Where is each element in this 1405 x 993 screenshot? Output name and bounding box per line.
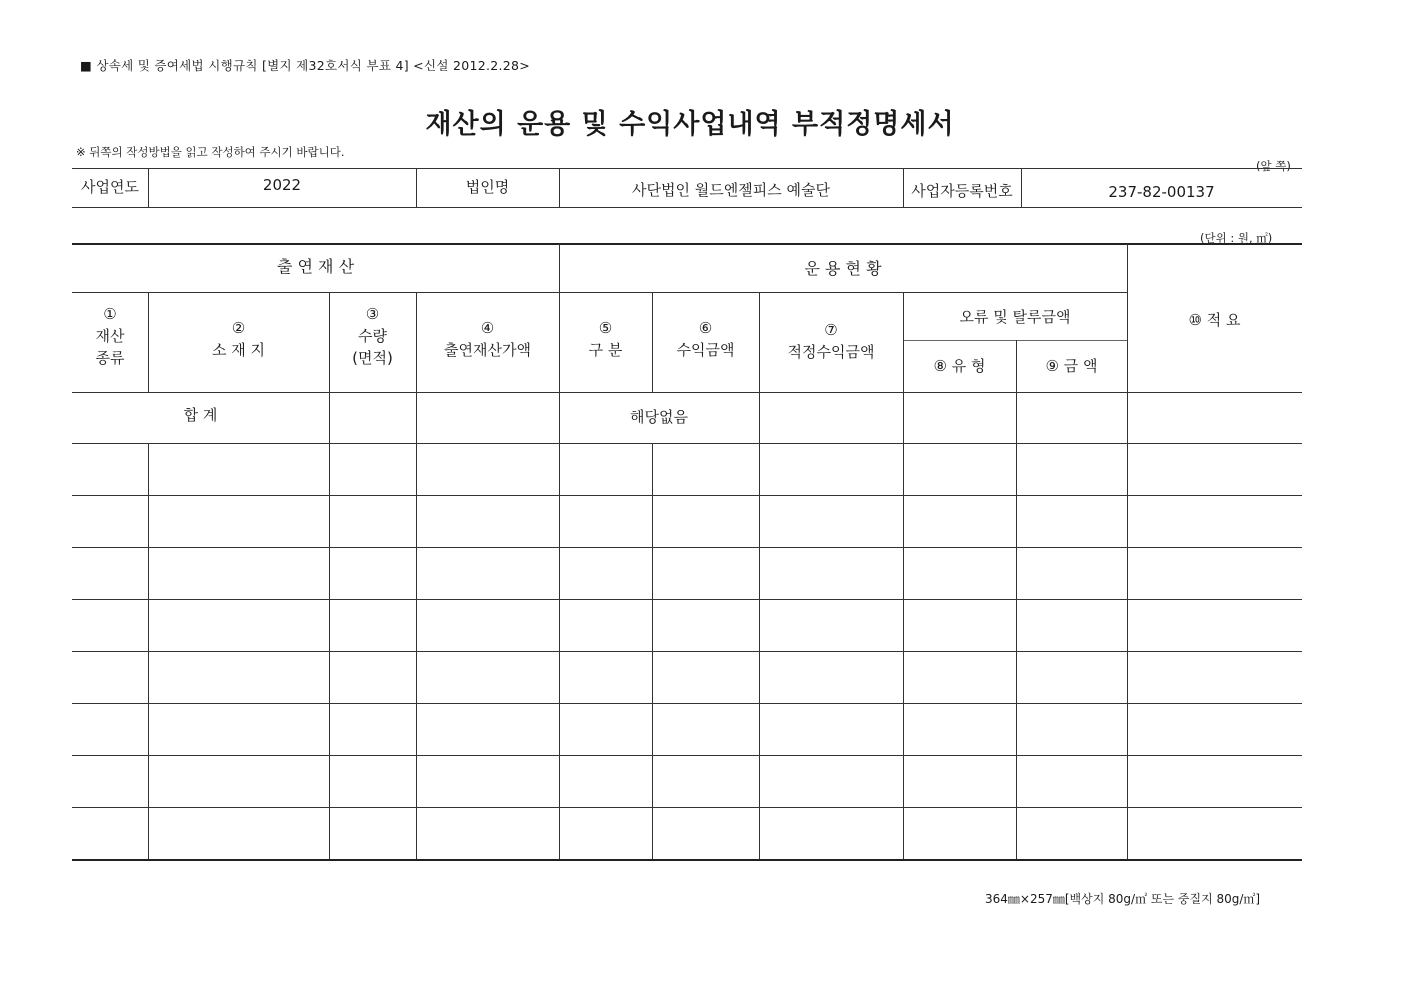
column-divider xyxy=(1127,243,1128,859)
business-year-label: 사업연도 xyxy=(81,178,139,196)
table-top-border xyxy=(72,243,1302,245)
col-proper-income-header: ⑦ 적정수익금액 xyxy=(787,321,875,361)
col-location-header: ② 소 재 지 xyxy=(211,319,265,359)
corporation-name-label: 법인명 xyxy=(465,178,510,196)
col-contribution-value-header: ④ 출연재산가액 xyxy=(444,319,531,359)
col-error-type-header: ⑧ 유 형 xyxy=(933,357,986,375)
col-remarks-header: ⑩ 적 요 xyxy=(1188,311,1241,329)
error-group-header: 오류 및 탈루금액 xyxy=(959,308,1071,326)
table-row-border xyxy=(72,807,1302,808)
col-error-amount-header: ⑨ 금 액 xyxy=(1045,357,1098,375)
table-row-border xyxy=(72,443,1302,444)
total-row-label: 합 계 xyxy=(183,406,218,424)
registration-number-value: 237-82-00137 xyxy=(1108,183,1215,201)
col-quantity-header: ③ 수량 (면적) xyxy=(352,305,393,367)
total-row-operation-value: 해당없음 xyxy=(630,408,688,426)
unit-label: (단위 : 원, ㎡) xyxy=(1200,231,1273,245)
page-title: 재산의 운용 및 수익사업내역 부적정명세서 xyxy=(425,109,955,140)
contribution-group-header: 출 연 재 산 xyxy=(276,257,355,276)
col-category-header: ⑤ 구 분 xyxy=(588,319,623,359)
column-divider xyxy=(652,443,653,859)
table-bottom-border xyxy=(72,859,1302,861)
law-reference: ■ 상속세 및 증여세법 시행규칙 [별지 제32호서식 부표 4] <신설 2012.2.28> xyxy=(80,58,531,73)
table-row-border xyxy=(72,651,1302,652)
business-year-value: 2022 xyxy=(262,176,302,194)
table-row-border xyxy=(72,547,1302,548)
table-row-border xyxy=(72,703,1302,704)
column-divider xyxy=(1016,340,1017,859)
table-row-border xyxy=(72,755,1302,756)
table-header-bottom xyxy=(72,392,1302,393)
table-group-border xyxy=(72,292,1127,293)
column-divider xyxy=(416,292,417,859)
info-bottom-border xyxy=(72,207,1302,208)
column-divider xyxy=(148,443,149,859)
instruction-note: ※ 뒤쪽의 작성방법을 읽고 작성하여 주시기 바랍니다. xyxy=(76,145,345,159)
info-top-border xyxy=(72,168,1302,169)
registration-number-label: 사업자등록번호 xyxy=(911,182,1013,200)
paper-spec-footer: 364㎜×257㎜[백상지 80g/㎡ 또는 중질지 80g/㎡] xyxy=(985,892,1261,906)
col-income-header: ⑥ 수익금액 xyxy=(676,319,735,359)
column-divider xyxy=(759,292,760,859)
col-property-type-header: ① 재산 종류 xyxy=(95,305,125,367)
operation-group-header: 운 용 현 황 xyxy=(804,259,882,278)
table-row-border xyxy=(72,495,1302,496)
column-divider xyxy=(329,292,330,859)
corporation-name-value: 사단법인 월드엔젤피스 예술단 xyxy=(632,181,830,199)
error-sub-border xyxy=(903,340,1127,341)
front-side-label: (앞 쪽) xyxy=(1256,159,1291,173)
table-row-border xyxy=(72,599,1302,600)
